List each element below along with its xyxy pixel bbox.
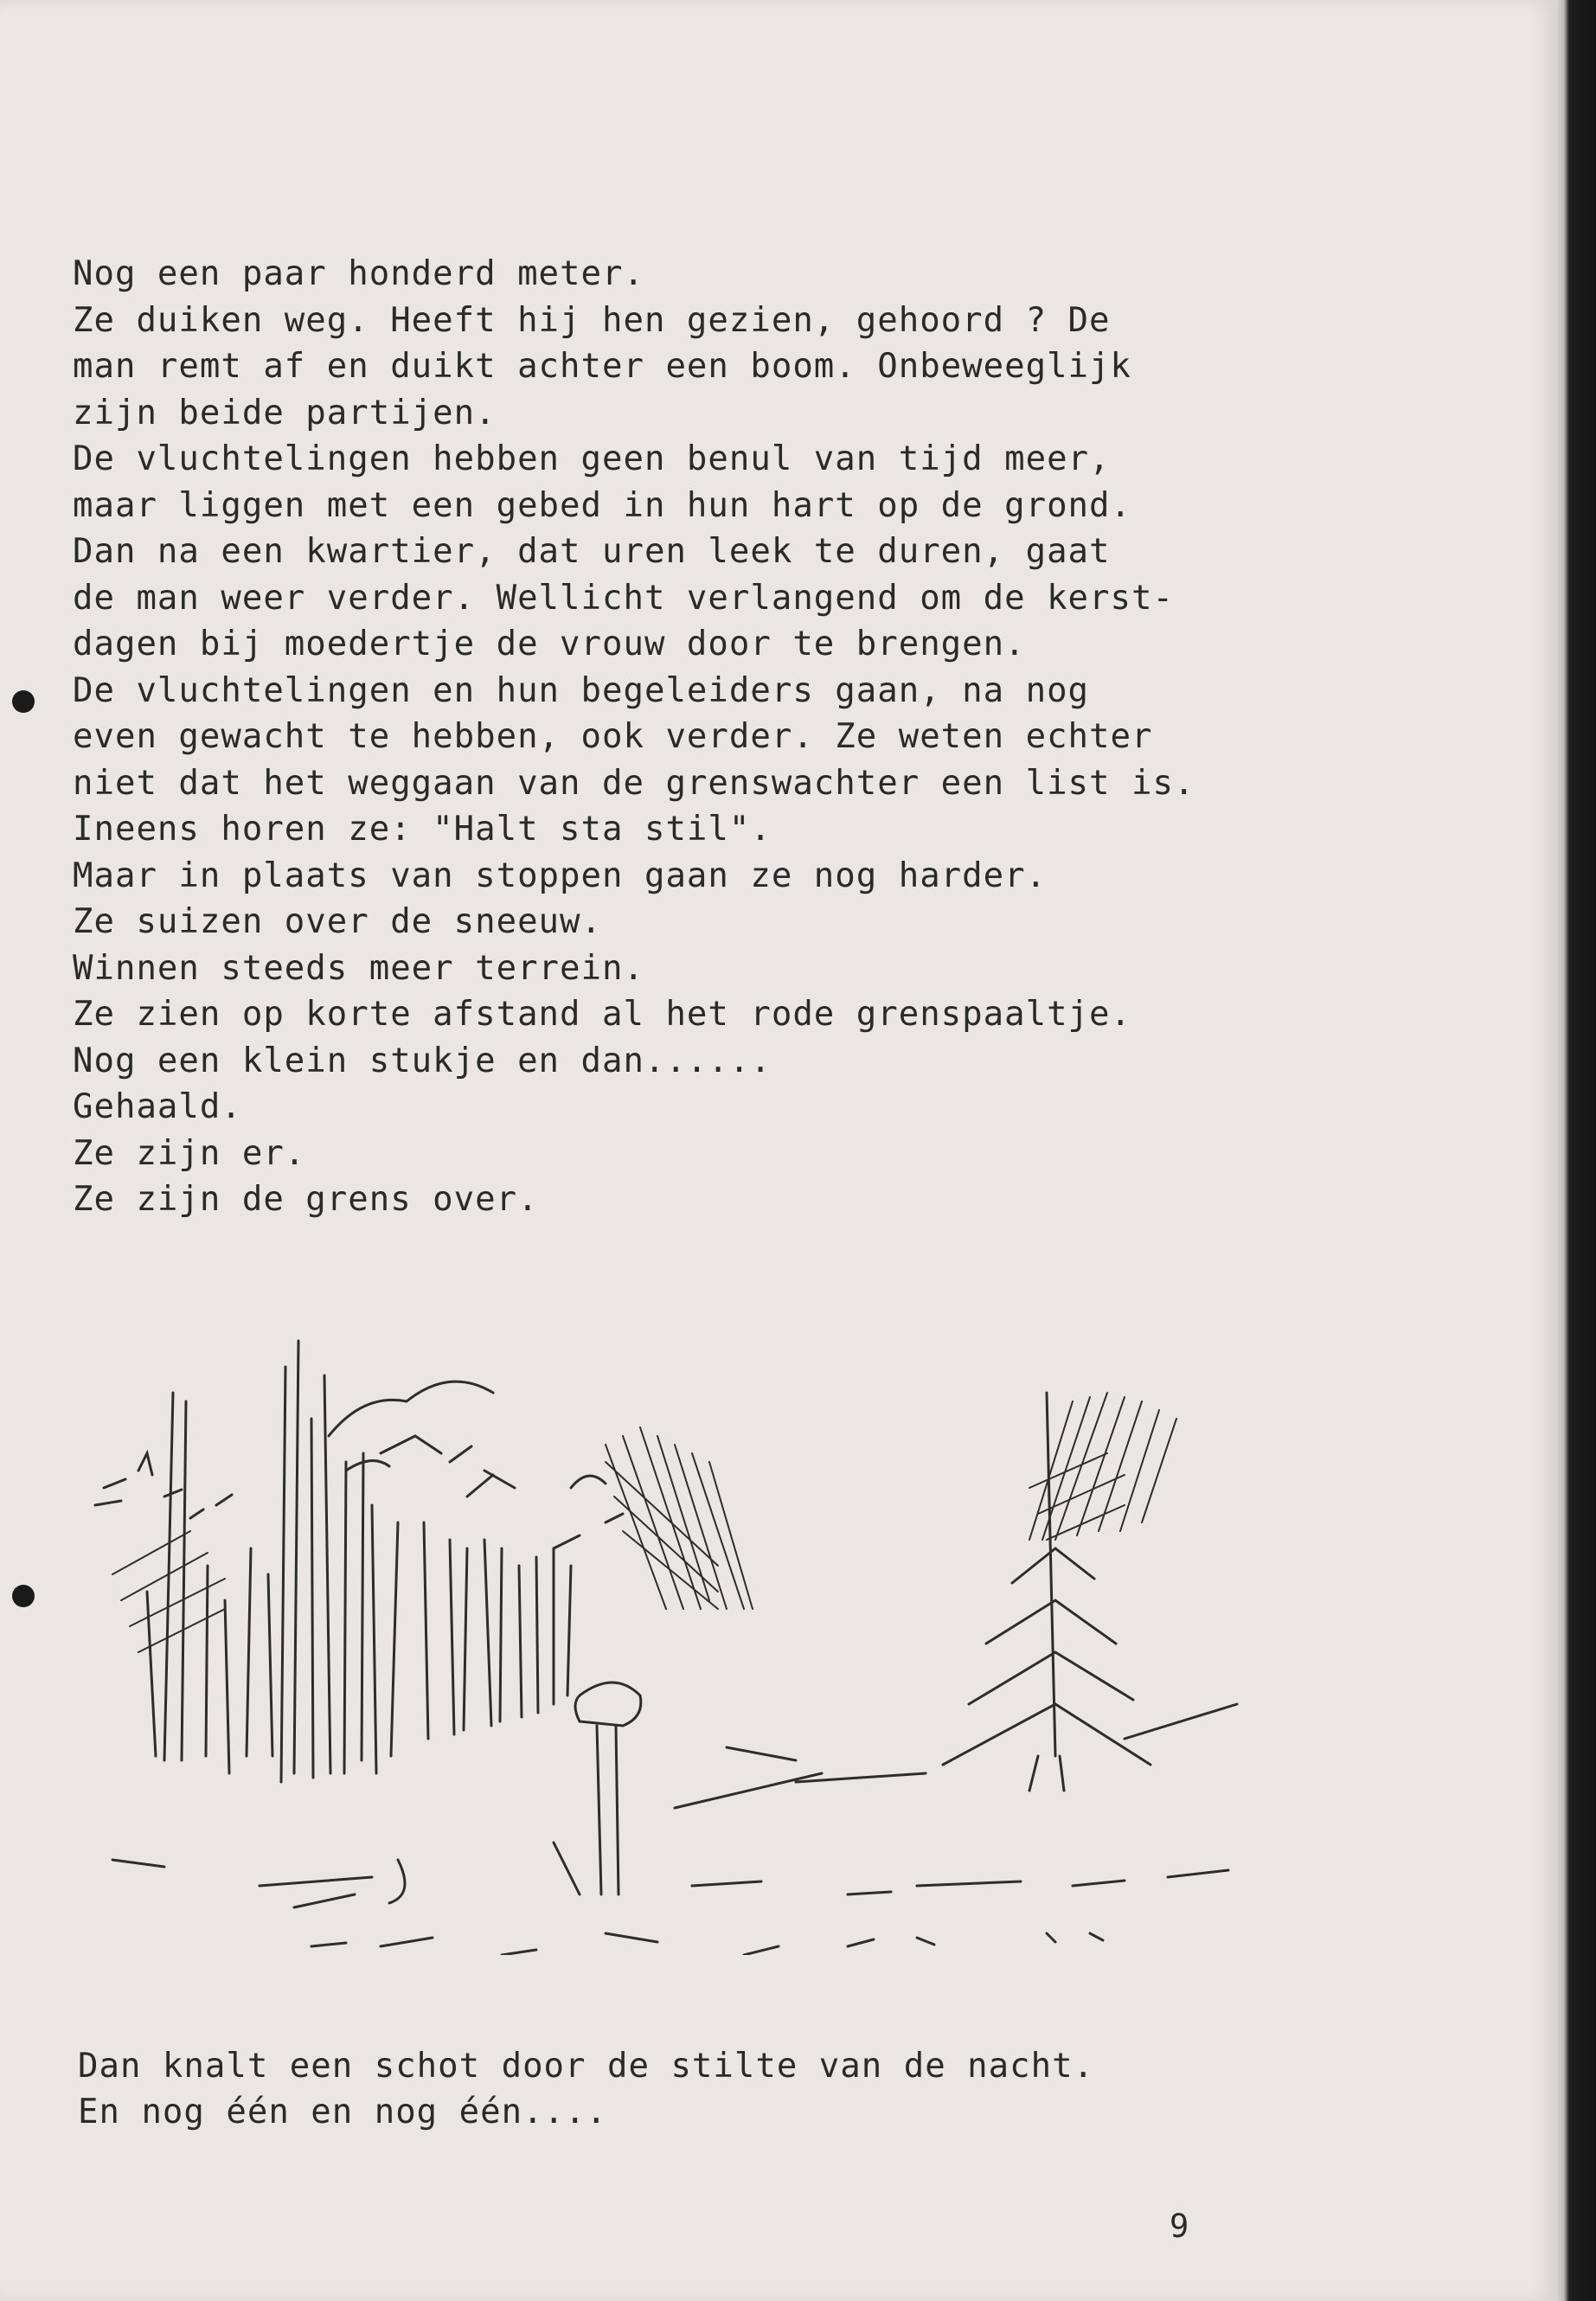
- text-line: zijn beide partijen.: [73, 393, 497, 433]
- text-line: niet dat het weggaan van de grenswachter een list is.: [73, 763, 1195, 803]
- caption-line: En nog één en nog één....: [78, 2093, 607, 2131]
- text-line: de man weer verder. Wellicht verlangend om de kerst-: [73, 578, 1174, 618]
- text-line: man remt af en duikt achter een boom. Onbeweeglijk: [73, 347, 1131, 386]
- text-line: De vluchtelingen en hun begeleiders gaan, na nog: [73, 670, 1090, 710]
- text-line: Ze zijn er.: [73, 1133, 306, 1173]
- text-line: Ze suizen over de sneeuw.: [73, 902, 602, 941]
- text-line: Maar in plaats van stoppen gaan ze nog harder.: [73, 856, 1048, 895]
- text-line: even gewacht te hebben, ook verder. Ze weten echter: [73, 717, 1153, 756]
- text-line: Ze zijn de grens over.: [73, 1180, 539, 1219]
- caption-text: [78, 2043, 1514, 2135]
- text-line: Ineens horen ze: "Halt sta stil".: [73, 810, 772, 849]
- text-line: Gehaald.: [73, 1087, 242, 1126]
- page-edge-shadow: [1557, 0, 1596, 2301]
- caption-line: Dan knalt een schot door de stilte van de nacht.: [78, 2047, 1095, 2086]
- text-line: Ze duiken weg. Heeft hij hen gezien, gehoord ? De: [73, 300, 1111, 340]
- text-line: Ze zien op korte afstand al het rode grenspaaltje.: [73, 995, 1131, 1034]
- text-line: Dan na een kwartier, dat uren leek te duren, gaat: [73, 532, 1111, 571]
- text-line: Winnen steeds meer terrein.: [73, 948, 644, 988]
- punch-hole: [12, 1585, 35, 1607]
- text-line: De vluchtelingen hebben geen benul van tijd meer,: [73, 439, 1111, 478]
- text-line: maar liggen met een gebed in hun hart op de grond.: [73, 485, 1131, 525]
- text-line: Nog een klein stukje en dan......: [73, 1041, 772, 1080]
- text-line: dagen bij moedertje de vrouw door te brengen.: [73, 625, 1026, 663]
- punch-hole: [12, 690, 35, 713]
- text-line: Nog een paar honderd meter.: [73, 254, 644, 293]
- page-number: 9: [1170, 2208, 1189, 2245]
- forest-border-illustration: [87, 1289, 1315, 1955]
- story-text: [73, 251, 1509, 1223]
